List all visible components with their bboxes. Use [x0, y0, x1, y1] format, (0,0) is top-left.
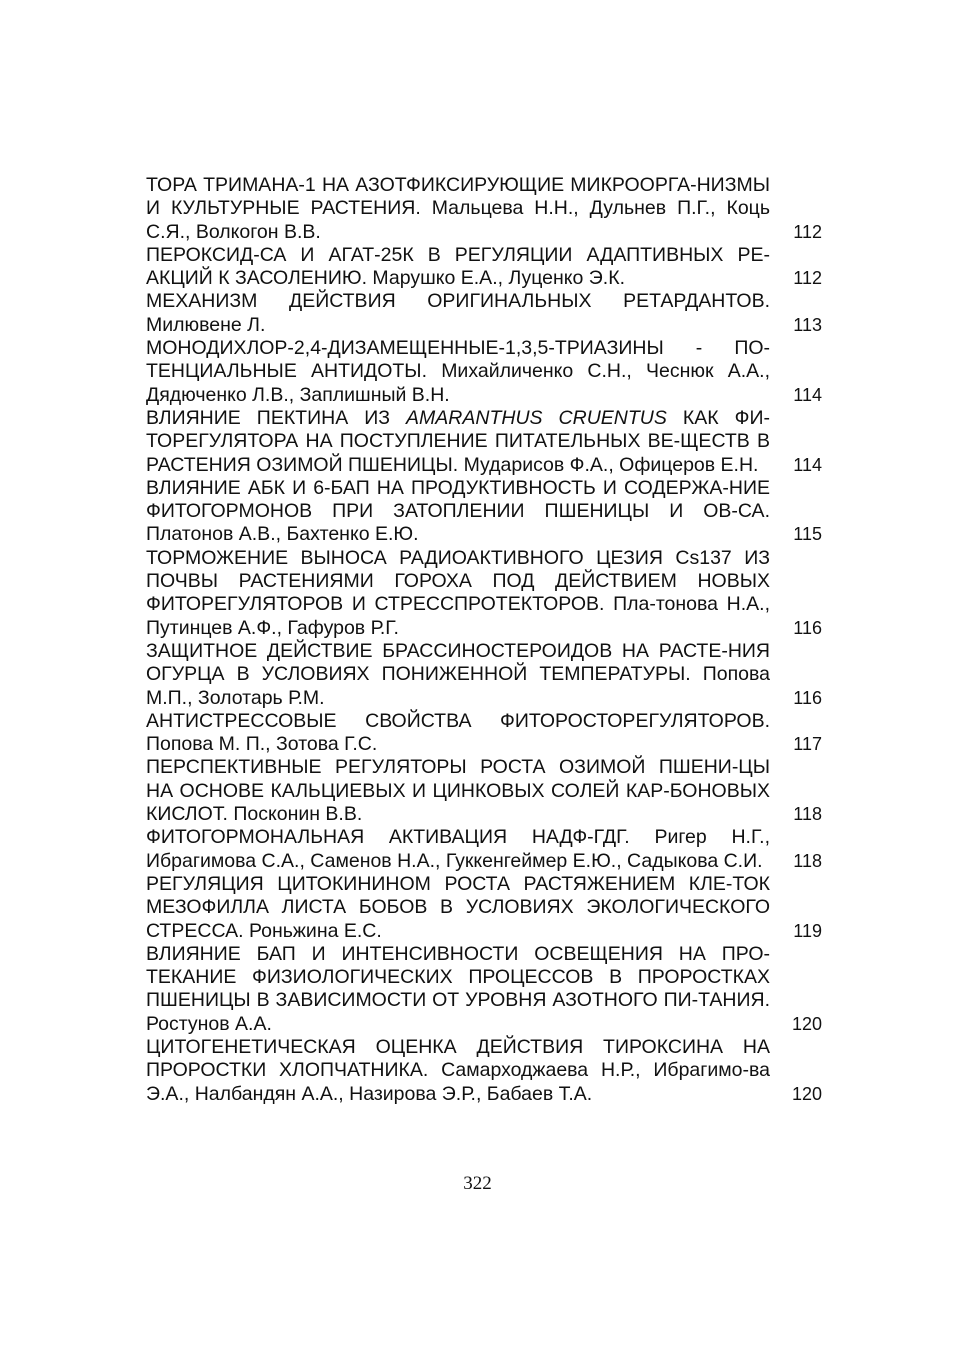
toc-entry-authors: Попова М.П., Золотарь Р.М.	[146, 663, 770, 709]
toc-entry	[146, 407, 822, 477]
toc-entry-title: МЕХАНИЗМ ДЕЙСТВИЯ ОРИГИНАЛЬНЫХ РЕТАРДАНТОВ.	[146, 290, 770, 313]
toc-entry-page: 118	[793, 850, 822, 871]
toc-entry-page: 115	[793, 524, 822, 545]
toc-entry	[146, 244, 822, 291]
toc-entry	[146, 873, 822, 943]
toc-entry	[146, 477, 822, 547]
toc-entry-authors: Милювене Л.	[146, 313, 266, 336]
toc-entry-title: ТОРА ТРИМАНА-1 НА АЗОТФИКСИРУЮЩИЕ МИКРООРГА-НИЗМЫ И КУЛЬТУРНЫЕ РАСТЕНИЯ.	[146, 174, 770, 220]
toc-entry-text	[146, 407, 770, 477]
toc-entry	[146, 943, 822, 1036]
toc-entry	[146, 1036, 822, 1106]
toc-entry	[146, 826, 822, 873]
toc-entry-title: РЕГУЛЯЦИЯ ЦИТОКИНИНОМ РОСТА РАСТЯЖЕНИЕМ КЛЕ-ТОК МЕЗОФИЛЛА ЛИСТА БОБОВ В УСЛОВИЯХ ЭКОЛОГИЧЕСКОГО СТРЕССА.	[146, 872, 770, 942]
table-of-contents	[146, 174, 822, 1106]
toc-entry-text	[146, 244, 770, 291]
toc-entry-title-end: КАК ФИ-ТОРЕГУЛЯТОРА НА ПОСТУПЛЕНИЕ ПИТАТЕЛЬНЫХ ВЕ-ЩЕСТВ В РАСТЕНИЯ ОЗИМОЙ ПШЕНИЦЫ.	[146, 406, 770, 476]
toc-entry-title: ФИТОГОРМОНАЛЬНАЯ АКТИВАЦИЯ НАДФ-ГДГ.	[146, 826, 630, 849]
toc-entry-text	[146, 640, 770, 710]
toc-entry-authors: Ригер Н.Г., Ибрагимова С.А., Саменов Н.А., Гуккенгеймер Е.Ю., Садыкова С.И.	[146, 826, 770, 872]
toc-entry-page: 112	[793, 268, 822, 289]
toc-entry	[146, 174, 822, 244]
toc-entry-title: АНТИСТРЕССОВЫЕ СВОЙСТВА ФИТОРОСТОРЕГУЛЯТОРОВ.	[146, 709, 770, 732]
toc-entry-authors: Платонов А.В., Бахтенко Е.Ю.	[146, 523, 419, 546]
toc-entry-page: 116	[793, 617, 822, 638]
toc-entry-title: ПЕРСПЕКТИВНЫЕ РЕГУЛЯТОРЫ РОСТА ОЗИМОЙ ПШЕНИ-ЦЫ НА ОСНОВЕ КАЛЬЦИЕВЫХ И ЦИНКОВЫХ СОЛЕЙ КАР-БОНОВЫХ КИСЛОТ.	[146, 756, 770, 826]
toc-entry	[146, 710, 822, 757]
toc-entry-text	[146, 477, 770, 547]
toc-entry-page: 120	[791, 1083, 822, 1104]
toc-entry-authors: Мударисов Ф.А., Офицеров Е.Н.	[463, 453, 759, 476]
toc-entry-authors: Ростунов А.А.	[146, 1012, 272, 1035]
toc-entry-title: ТОРМОЖЕНИЕ ВЫНОСА РАДИОАКТИВНОГО ЦЕЗИЯ Cs137 ИЗ ПОЧВЫ РАСТЕНИЯМИ ГОРОХА ПОД ДЕЙСТВИЕМ НОВЫХ ФИТОРЕГУЛЯТОРОВ И СТРЕССПРОТЕКТОРОВ.	[146, 546, 770, 616]
toc-entry-title-start: ВЛИЯНИЕ ПЕКТИНА ИЗ	[146, 406, 407, 429]
toc-entry-text	[146, 710, 770, 757]
toc-entry-page: 118	[793, 804, 822, 825]
toc-entry-title: ПЕРОКСИД-СА И АГАТ-25К В РЕГУЛЯЦИИ АДАПТИВНЫХ РЕ-АКЦИЙ К ЗАСОЛЕНИЮ.	[146, 243, 770, 290]
toc-entry-text	[146, 826, 770, 873]
toc-entry-page: 117	[793, 734, 822, 755]
toc-entry-page: 119	[793, 920, 822, 941]
toc-entry-title: ЦИТОГЕНЕТИЧЕСКАЯ ОЦЕНКА ДЕЙСТВИЯ ТИРОКСИНА НА ПРОРОСТКИ ХЛОПЧАТНИКА.	[146, 1035, 770, 1082]
toc-entry-title: МОНОДИХЛОР-2,4-ДИЗАМЕЩЕННЫЕ-1,3,5-ТРИАЗИНЫ - ПО-ТЕНЦИАЛЬНЫЕ АНТИДОТЫ.	[146, 337, 770, 383]
toc-entry-text	[146, 547, 770, 640]
page-number: 322	[463, 1173, 492, 1194]
toc-entry-text	[146, 873, 770, 943]
toc-entry-page: 113	[793, 314, 822, 335]
toc-entry-page: 114	[793, 454, 822, 475]
species-name: AMARANTHUS CRUENTUS	[406, 406, 667, 429]
toc-entry-authors: Роньжина Е.С.	[248, 919, 382, 942]
toc-entry-text	[146, 337, 770, 407]
toc-entry-title: ВЛИЯНИЕ БАП И ИНТЕНСИВНОСТИ ОСВЕЩЕНИЯ НА ПРО-ТЕКАНИЕ ФИЗИОЛОГИЧЕСКИХ ПРОЦЕССОВ В ПРОРОСТКАХ ПШЕНИЦЫ В ЗАВИСИМОСТИ ОТ УРОВНЯ АЗОТНОГО ПИ-ТАНИЯ.	[146, 942, 770, 1012]
toc-entry-title: ЗАЩИТНОЕ ДЕЙСТВИЕ БРАССИНОСТЕРОИДОВ НА РАСТЕ-НИЯ ОГУРЦА В УСЛОВИЯХ ПОНИЖЕННОЙ ТЕМПЕРАТУРЫ.	[146, 639, 770, 686]
toc-entry-authors: Михайличенко С.Н., Чеснюк А.А., Дядюченко Л.В., Заплишный В.Н.	[146, 360, 770, 406]
toc-entry-authors: Самарходжаева Н.Р., Ибрагимо-ва Э.А., Налбандян А.А., Назирова Э.Р., Бабаев Т.А.	[146, 1059, 770, 1105]
toc-entry-authors: Марушко Е.А., Луценко Э.К.	[372, 267, 625, 290]
toc-entry-text	[146, 290, 770, 337]
toc-entry-text	[146, 756, 770, 826]
toc-entry-page: 114	[793, 384, 822, 405]
toc-entry-text	[146, 1036, 770, 1106]
toc-entry-text	[146, 943, 770, 1036]
toc-entry-page: 112	[793, 221, 822, 242]
toc-entry-authors: Пла-тонова Н.А., Путинцев А.Ф., Гафуров Р.Г.	[146, 593, 770, 639]
toc-entry-text	[146, 174, 770, 244]
toc-entry	[146, 337, 822, 407]
toc-entry-page: 116	[793, 687, 822, 708]
toc-entry	[146, 290, 822, 337]
toc-entry	[146, 640, 822, 710]
toc-entry	[146, 547, 822, 640]
toc-entry-authors: Мальцева Н.Н., Дульнев П.Г., Коць С.Я., Волкогон В.В.	[146, 197, 770, 243]
toc-entry-title: ВЛИЯНИЕ АБК И 6-БАП НА ПРОДУКТИВНОСТЬ И СОДЕРЖА-НИЕ ФИТОГОРМОНОВ ПРИ ЗАТОПЛЕНИИ ПШЕНИЦЫ И ОВ-СА.	[146, 476, 770, 523]
toc-entry	[146, 756, 822, 826]
toc-entry-page: 120	[791, 1013, 822, 1034]
toc-entry-authors: Попова М. П., Зотова Г.С.	[146, 733, 378, 756]
toc-entry-authors: Посконин В.В.	[233, 803, 363, 826]
